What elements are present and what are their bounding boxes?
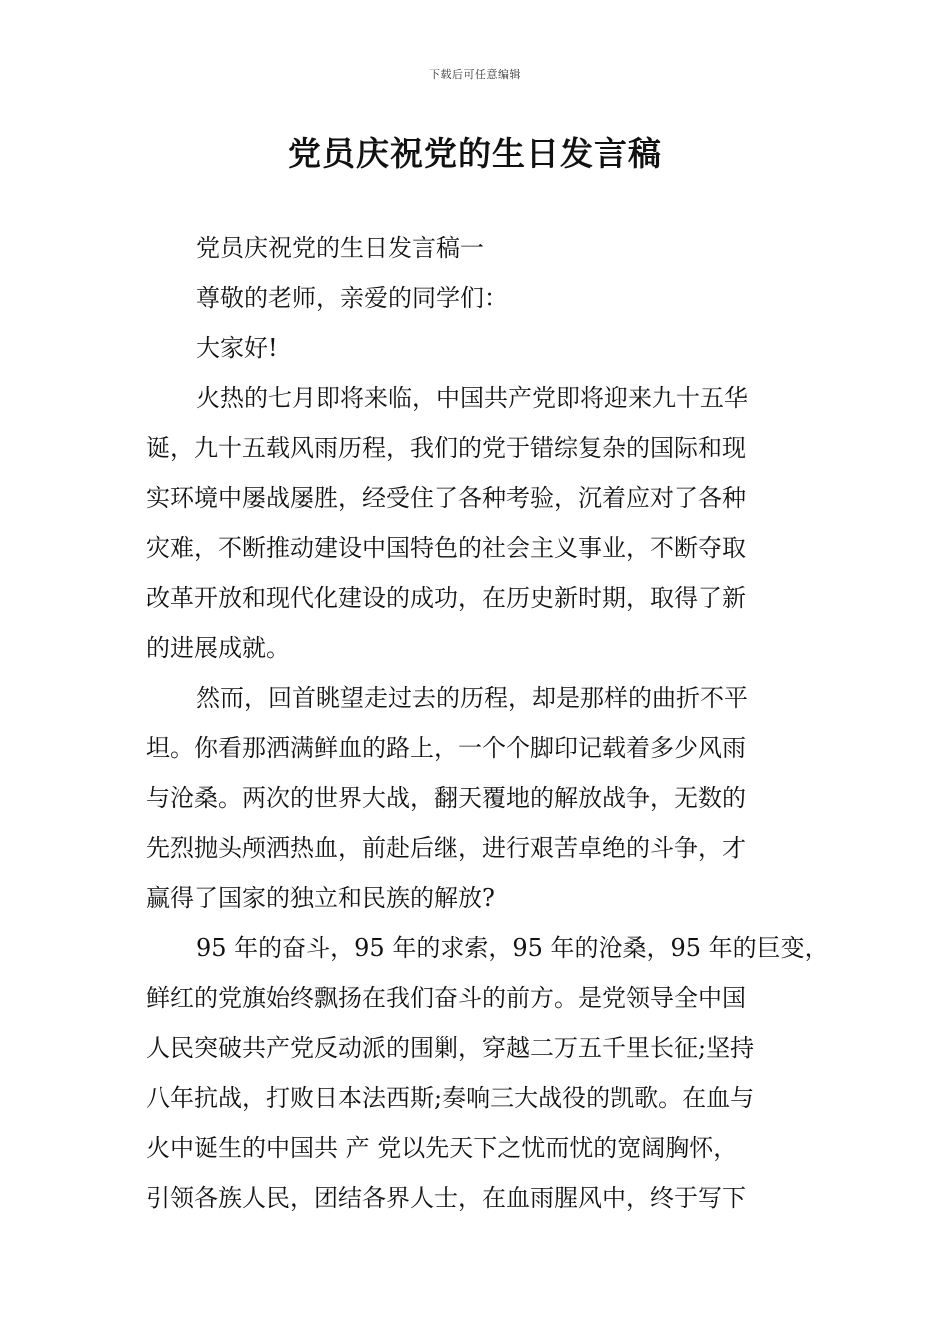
header-note: 下载后可任意编辑: [429, 68, 521, 81]
paragraph-line: 火中诞生的中国共 产 党以先天下之忧而忧的宽阔胸怀，: [146, 1134, 738, 1162]
paragraph-line: 大家好!: [196, 334, 278, 362]
paragraph-line: 先烈抛头颅洒热血，前赴后继，进行艰苦卓绝的斗争，才: [146, 834, 746, 862]
paragraph-line: 鲜红的党旗始终飘扬在我们奋斗的前方。是党领导全中国: [146, 984, 746, 1012]
paragraph-line: 灾难，不断推动建设中国特色的社会主义事业，不断夺取: [146, 534, 746, 562]
paragraph-line: 火热的七月即将来临，中国共产党即将迎来九十五华: [196, 384, 748, 412]
paragraph-line: 改革开放和现代化建设的成功，在历史新时期，取得了新: [146, 584, 746, 612]
paragraph-line: 坦。你看那洒满鲜血的路上，一个个脚印记载着多少风雨: [146, 734, 746, 762]
document-title: 党员庆祝党的生日发言稿: [288, 134, 662, 173]
paragraph-line: 的进展成就。: [146, 634, 290, 662]
paragraph-line: 党员庆祝党的生日发言稿一: [196, 234, 484, 262]
paragraph-line: 实环境中屡战屡胜，经受住了各种考验，沉着应对了各种: [146, 484, 746, 512]
paragraph-line: 与沧桑。两次的世界大战，翻天覆地的解放战争，无数的: [146, 784, 746, 812]
paragraph-line: 引领各族人民，团结各界人士，在血雨腥风中，终于写下: [146, 1184, 746, 1212]
paragraph-line: 八年抗战，打败日本法西斯;奏响三大战役的凯歌。在血与: [146, 1084, 755, 1112]
paragraph-line: 诞，九十五载风雨历程，我们的党于错综复杂的国际和现: [146, 434, 746, 462]
paragraph-line: 赢得了国家的独立和民族的解放?: [146, 884, 495, 912]
paragraph-line: 人民突破共产党反动派的围剿，穿越二万五千里长征;坚持: [146, 1034, 755, 1062]
paragraph-line: 95 年的奋斗，95 年的求索，95 年的沧桑，95 年的巨变，: [196, 934, 829, 962]
paragraph-line: 然而，回首眺望走过去的历程，却是那样的曲折不平: [196, 684, 748, 712]
paragraph-line: 尊敬的老师，亲爱的同学们：: [196, 284, 508, 312]
